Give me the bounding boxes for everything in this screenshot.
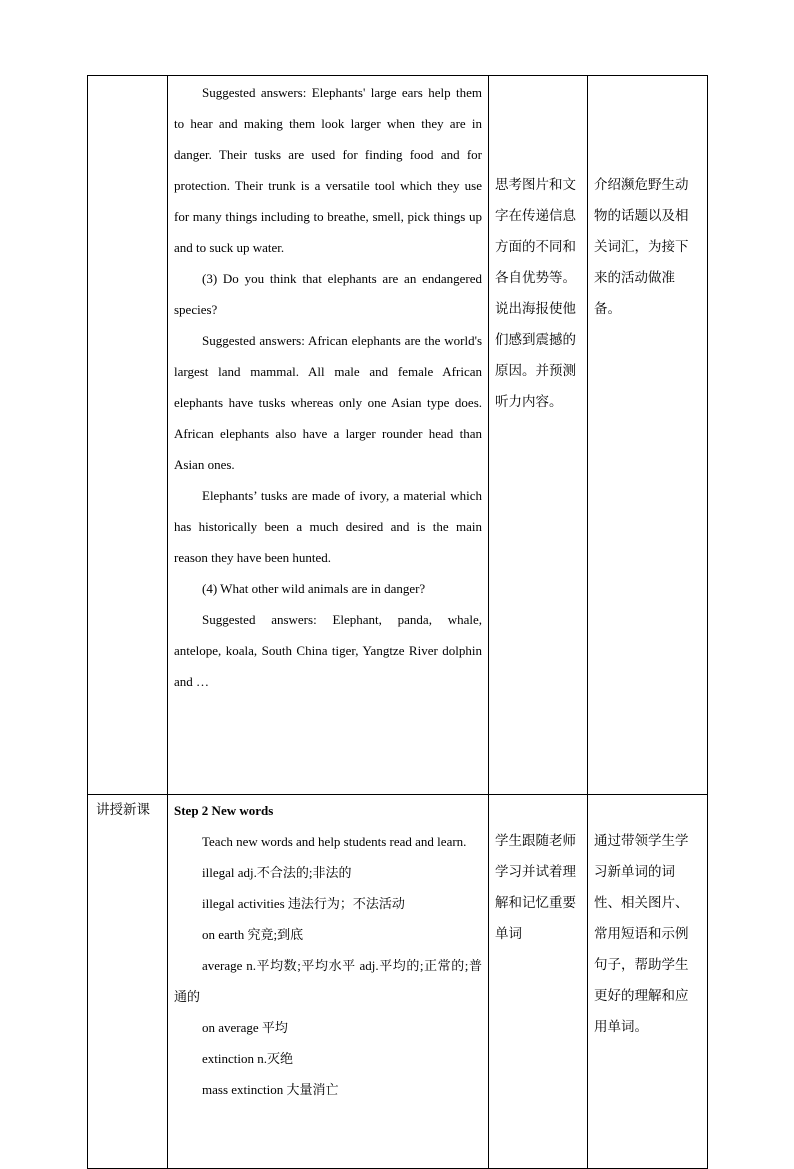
student-activity-text: 学生跟随老师学习并试着理解和记忆重要单词 [495, 833, 576, 942]
content-paragraph: Elephants’ tusks are made of ivory, a material which has historically been a much desired and is the main reason they have been hunted. [174, 488, 482, 565]
content-paragraph: (4) What other wild animals are in danger? [202, 581, 426, 596]
design-intent-text: 通过带领学生学习新单词的词性、相关图片、常用短语和示例句子，帮助学生更好的理解和应用单词。 [594, 833, 689, 1035]
teaching-content-cell [168, 795, 489, 1169]
design-intent-cell [588, 795, 708, 1169]
content-paragraph: Teach new words and help students read and learn. [202, 834, 467, 849]
student-activity-cell [489, 795, 588, 1169]
vocab-item: mass extinction 大量消亡 [202, 1082, 339, 1097]
vocab-item: on earth 究竟;到底 [202, 927, 304, 942]
stage-label: 讲授新课 [96, 802, 150, 818]
step-title: Step 2 New words [174, 803, 274, 818]
vocab-item: average n.平均数;平均水平 adj.平均的;正常的;普通的 [174, 958, 482, 1004]
design-intent-text: 介绍濒危野生动物的话题以及相关词汇，为接下来的活动做准备。 [594, 177, 689, 317]
vocab-item: illegal adj.不合法的;非法的 [202, 865, 352, 880]
student-activity-text: 思考图片和文字在传递信息方面的不同和各自优势等。说出海报使他们感到震撼的原因。并预测听力内容。 [495, 177, 576, 410]
vocab-item: extinction n.灭绝 [202, 1051, 293, 1066]
content-paragraph: Suggested answers: African elephants are the world's largest land mammal. All male and female African elephants have tusks whereas only one Asian type does. African elephants also have a larger rounder head than Asian ones. [174, 333, 482, 472]
vocab-item: on average 平均 [202, 1020, 288, 1035]
teaching-content-cell [168, 76, 489, 795]
stage-cell-empty [88, 76, 168, 795]
content-paragraph: (3) Do you think that elephants are an endangered species? [174, 271, 482, 317]
design-intent-cell [588, 76, 708, 795]
vocab-item: illegal activities 违法行为；不法活动 [202, 896, 405, 911]
table-row [88, 795, 708, 1169]
student-activity-cell [489, 76, 588, 795]
content-paragraph: Suggested answers: Elephants' large ears help them to hear and making them look larger when they are in danger. Their tusks are used for finding food and for protection. Their trunk is a versatile tool which they use for many things including to breathe, smell, pick things up and to suck up water. [174, 85, 482, 255]
lesson-plan-table [87, 75, 708, 1169]
stage-cell [88, 795, 168, 1169]
content-paragraph: Suggested answers: Elephant, panda, whale, antelope, koala, South China tiger, Yangtze River dolphin and … [174, 612, 482, 689]
table-row [88, 76, 708, 795]
